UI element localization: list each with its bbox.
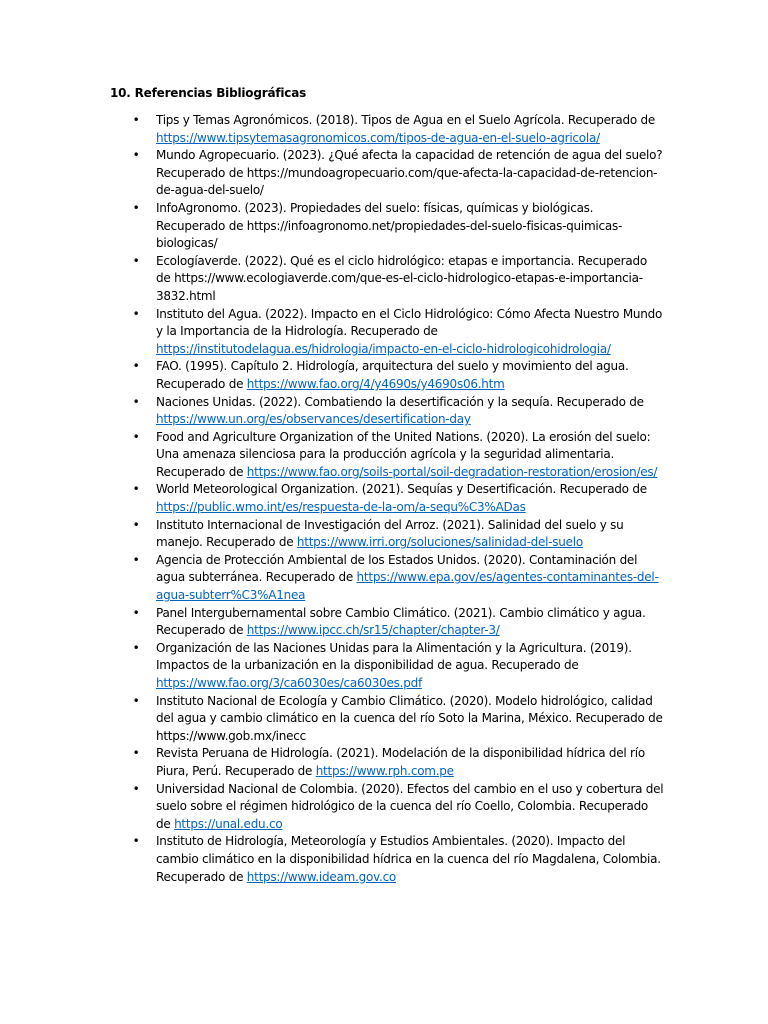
citation-text: Revista Peruana de Hidrología. (2021). Modelación de la disponibilidad hídrica del río Piura, Perú. Recuperado de [156,746,645,778]
reference-text [156,482,647,514]
reference-link[interactable]: https://www.fao.org/4/y4690s/y4690s06.htm [246,376,505,391]
citation-text: Food and Agriculture Organization of the United Nations. (2020). La erosión del suelo: Una amenaza silenciosa para la producción agrícola y la seguridad alimentaria. Recuperado de [156,429,651,479]
reference-text [156,834,661,883]
reference-item [132,552,664,605]
reference-text [156,148,662,197]
reference-link[interactable]: https://www.epa.gov/es/agentes-contaminantes-del-agua-subterr%C3%A1nea [156,570,659,603]
citation-text: Tips y Temas Agronómicos. (2018). Tipos de Agua en el Suelo Agrícola. Recuperado de [156,113,656,127]
bullet-icon: • [132,253,140,268]
reference-link[interactable]: https://unal.edu.co [174,816,283,831]
reference-item [132,781,664,834]
citation-text: World Meteorological Organization. (2021). Sequías y Desertificación. Recuperado de [156,482,647,497]
reference-link[interactable]: https://www.rph.com.pe [315,763,454,778]
reference-item [132,147,664,200]
reference-link[interactable]: https://www.tipsytemasagronomicos.com/tipos-de-agua-en-el-suelo-agricola/ [156,130,600,145]
bullet-icon: • [132,517,140,532]
reference-text [156,518,623,550]
bullet-icon: • [132,781,140,796]
reference-text [156,254,647,303]
reference-item [132,833,664,886]
reference-text [156,201,622,250]
bullet-icon: • [132,200,140,215]
reference-text [156,553,659,602]
citation-text: FAO. (1995). Capítulo 2. Hidrología, arquitectura del suelo y movimiento del agua. Recuperado de [156,359,629,391]
reference-link[interactable]: https://www.fao.org/soils-portal/soil-degradation-restoration/erosion/es/ [246,464,658,479]
bullet-icon: • [132,640,140,655]
reference-text [156,641,632,690]
reference-text [156,395,644,427]
citation-text: Instituto de Hidrología, Meteorología y Estudios Ambientales. (2020). Impacto del cambio climático en la disponibilidad hídrica en la cuenca del río Magdalena, Colombia. Recuperado de [156,834,661,884]
bullet-icon: • [132,148,140,163]
bullet-icon: • [132,605,140,620]
bullet-icon: • [132,746,140,761]
citation-text: Agencia de Protección Ambiental de los Estados Unidos. (2020). Contaminación del agua subterránea. Recuperado de [156,552,638,585]
reference-item [132,429,664,482]
reference-item [132,306,664,359]
reference-link[interactable]: https://www.ipcc.ch/sr15/chapter/chapter-3/ [246,623,500,638]
reference-item [132,112,664,147]
reference-item [132,693,664,746]
reference-item [132,200,664,253]
citation-text: Mundo Agropecuario. (2023). ¿Qué afecta la capacidad de retención de agua del suelo? Recuperado de https://mundoagropecuario.com/que-afecta-la-capacidad-de-retencion-de-agua-del-suelo/ [156,148,663,198]
reference-item [132,605,664,640]
citation-text: Universidad Nacional de Colombia. (2020). Efectos del cambio en el uso y cobertura del suelo sobre el régimen hidrológico de la cuenca del río Coello, Colombia. Recuperado de [156,781,664,831]
bullet-icon: • [132,429,140,444]
reference-link[interactable]: https://www.un.org/es/observances/desertification-day [156,412,471,427]
reference-link[interactable]: https://www.irri.org/soluciones/salinidad-del-suelo [296,535,583,550]
reference-text [156,746,645,778]
reference-item [132,640,664,693]
citation-text: Panel Intergubernamental sobre Cambio Climático. (2021). Cambio climático y agua. Recuperado de [156,605,646,638]
citation-text: Organización de las Naciones Unidas para la Alimentación y la Agricultura. (2019). Impactos de la urbanización en la disponibilidad de agua. Recuperado de [156,640,632,673]
reference-link[interactable]: https://public.wmo.int/es/respuesta-de-la-om/a-sequ%C3%ADas [156,500,526,515]
reference-text [156,307,662,356]
reference-item [132,517,664,552]
reference-link[interactable]: https://www.fao.org/3/ca6030es/ca6030es.pdf [156,676,422,690]
bullet-icon: • [132,834,140,849]
citation-text: Instituto del Agua. (2022). Impacto en el Ciclo Hidrológico: Cómo Afecta Nuestro Mundo y la Importancia de la Hidrología. Recuperado de [156,306,663,339]
citation-text: Instituto Nacional de Ecología y Cambio Climático. (2020). Modelo hidrológico, calidad del agua y cambio climático en la cuenca del río Soto la Marina, México. Recuperado de https://www.gob.mx/inecc [156,693,663,743]
citation-text: Naciones Unidas. (2022). Combatiendo la desertificación y la sequía. Recuperado de [156,394,644,409]
references-list [132,112,664,886]
bullet-icon: • [132,552,140,567]
bullet-icon: • [132,693,140,708]
reference-text [156,113,655,145]
bullet-icon: • [132,394,140,409]
bullet-icon: • [132,113,140,127]
reference-item [132,745,664,780]
reference-text [156,430,657,479]
reference-item [132,358,664,393]
bullet-icon: • [132,359,140,374]
citation-text: Instituto Internacional de Investigación del Arroz. (2021). Salinidad del suelo y su manejo. Recuperado de [156,517,624,550]
citation-text: Ecologíaverde. (2022). Qué es el ciclo hidrológico: etapas e importancia. Recuperado de https://www.ecologiaverde.com/que-es-el-ciclo-hidrologico-etapas-e-importancia-3832.html [156,253,647,303]
reference-link[interactable]: https://www.ideam.gov.co [246,869,397,884]
bullet-icon: • [132,482,140,497]
reference-text [156,606,646,638]
reference-link[interactable]: https://institutodelagua.es/hidrologia/impacto-en-el-ciclo-hidrologicohidrologia/ [156,341,611,356]
reference-item [132,253,664,306]
reference-item [132,394,664,429]
reference-text [156,782,663,831]
bullet-icon: • [132,306,140,321]
citation-text: InfoAgronomo. (2023). Propiedades del suelo: físicas, químicas y biológicas. Recuperado de https://infoagronomo.net/propiedades-del-suelo-fisicas-quimicas-biologicas/ [156,200,623,251]
reference-text [156,359,629,391]
section-heading: 10. Referencias Bibliográficas [110,86,307,100]
reference-text [156,694,663,743]
reference-item [132,481,664,516]
